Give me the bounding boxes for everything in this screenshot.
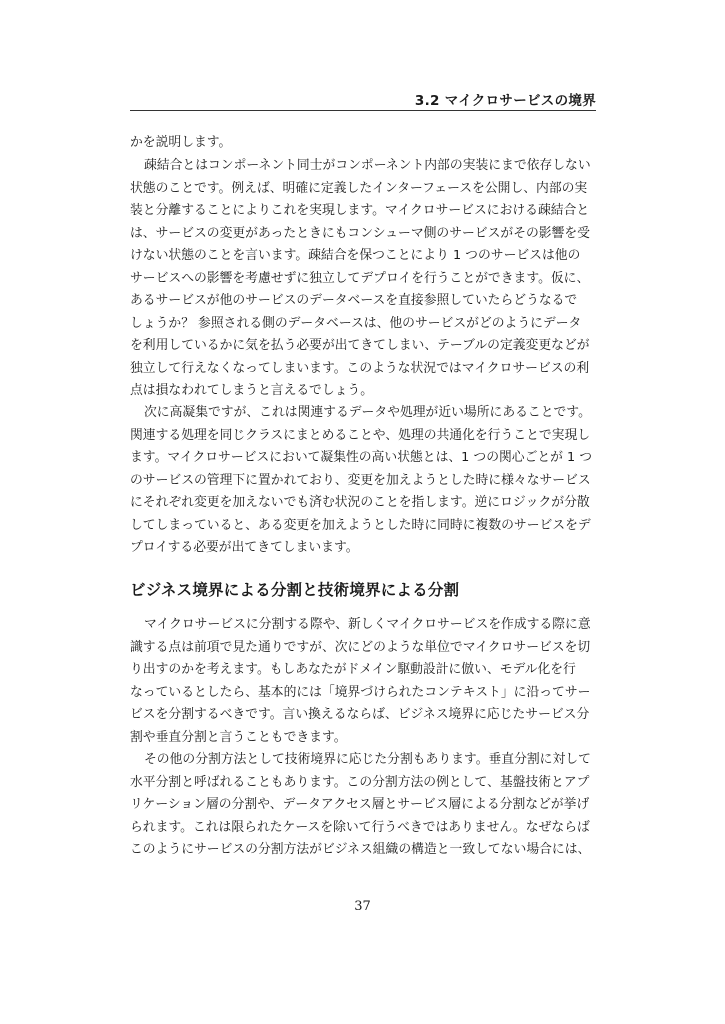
section-heading: ビジネス境界による分割と技術境界による分割 (130, 581, 460, 599)
body-paragraph-technical-boundary: その他の分割方法として技術境界に応じた分割もあります。垂直分割に対して 水平分割と呼ばれることもあります。この分割方法の例として、基盤技術とアプ リケーション層の分割や、データアクセス層とサービス層による分割などが挙げ られます。これは限られたケースを除いて行うべきではありません。なぜならば このようにサービスの分割方法がビジネス組織の構造と一致してない場合には、 (130, 752, 591, 857)
body-paragraph-business-boundary: マイクロサービスに分割する際や、新しくマイクロサービスを作成する際に意 識する点は前項で見た通りですが、次にどのような単位でマイクロサービスを切 り出すのかを考えます。もしあなたがドメイン駆動設計に倣い、モデル化を行 なっているとしたら、基本的には「境界づけられたコンテキスト」に沿ってサー ビスを分割するべきです。言い換えるならば、ビジネス境界に応じたサービス分 割や垂直分割と言うこともできます。 (130, 617, 591, 745)
running-header (130, 88, 596, 111)
body-paragraph-loose-coupling: 疎結合とはコンポーネント同士がコンポーネント内部の実装にまで依存しない 状態のことです。例えば、明確に定義したインターフェースを公開し、内部の実 装と分離することによりこれを実現します。マイクロサービスにおける疎結合と は、サービスの変更があったときにもコンシューマ側のサービスがその影響を受 けない状態のことを言います。疎結合を保つことにより 1 つのサービスは他の サービスへの影響を考慮せずに独立してデプロイを行うことができます。仮に、 あるサービスが他のサービスのデータベースを直接参照していたらどうなるで しょうか？ 参照される側のデータベースは、他のサービスがどのようにデータ を利用しているかに気を払う必要が出てきてしまい、テーブルの定義変更などが 独立して行えなくなってしまいます。このような状況ではマイクロサービスの利 点は損なわれてしまうと言えるでしょう。 (130, 158, 591, 398)
page-number: 37 (354, 899, 371, 914)
body-paragraph-high-cohesion: 次に高凝集ですが、これは関連するデータや処理が近い場所にあることです。 関連する処理を同じクラスにまとめることや、処理の共通化を行うことで実現し ます。マイクロサービスにおいて凝集性の高い状態とは、1 つの関心ごとが 1 つ のサービスの管理下に置かれており、変更を加えようとした時に様々なサービス にそれぞれ変更を加えないでも済む状況のことを指します。逆にロジックが分散 してしまっていると、ある変更を加えようとした時に同時に複数のサービスをデ プロイする必要が出てきてしまいます。 (130, 405, 593, 555)
body-paragraph-continuation: かを説明します。 (130, 135, 232, 150)
header-section-title: 3.2 マイクロサービスの境界 (414, 93, 596, 109)
